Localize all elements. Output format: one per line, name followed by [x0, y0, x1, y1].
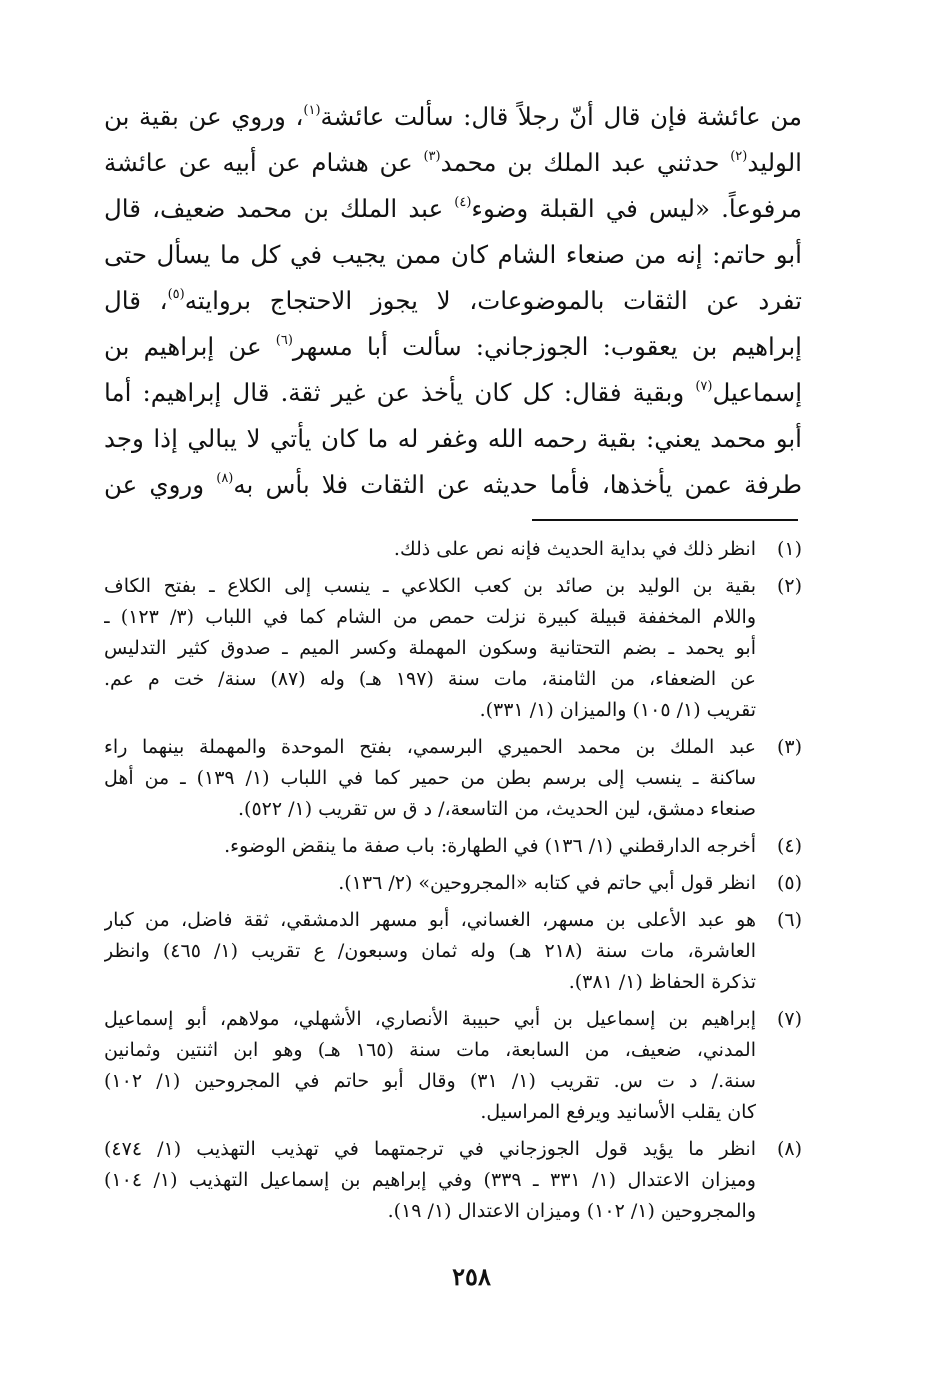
footnote-line: بقية بن الوليد بن صائد بن كعب الكلاعي ـ ينسب إلى الكلاع ـ بفتح الكاف — [104, 575, 756, 597]
text-segment: أبو حاتم: إنه من صنعاء الشام كان ممن يجيب في كل ما يسأل حتى — [104, 240, 802, 269]
text-segment: إبراهيم بن يعقوب: الجوزجاني: سألت أبا مسهر — [292, 332, 802, 361]
footnote-line: وميزان الاعتدال (١/ ٣٣١ ـ ٣٣٩) وفي إبراهيم بن إسماعيل التهذيب (١/ ١٠٤) — [104, 1169, 756, 1191]
text-segment: ، وروي عن بقية بن — [104, 102, 304, 131]
footnote-line: أبو يحمد ـ بضم التحتانية وسكون المهملة وكسر الميم ـ صدوق كثير التدليس — [104, 637, 756, 659]
footnote-number: (٢) — [776, 575, 802, 597]
text-segment: مرفوعاً. «ليس في القبلة وضوء — [471, 194, 802, 223]
footnote-number: (٣) — [776, 736, 802, 758]
footnote-line: أخرجه الدارقطني (١/ ١٣٦) في الطهارة: باب صفة ما ينقض الوضوء. — [224, 835, 756, 857]
footnote-line: العاشرة، مات سنة (٢١٨ هـ) وله ثمان وسبعون/ ع تقريب (١/ ٤٦٥) وانظر — [104, 940, 756, 962]
text-segment: عن إبراهيم بن — [104, 332, 276, 361]
footnote-body — [104, 831, 756, 862]
footnote-reference: (٨) — [216, 470, 234, 486]
footnote-body — [104, 905, 756, 998]
footnote-line: انظر ما يؤيد قول الجوزجاني في ترجمتهما في تهذيب التهذيب (١/ ٤٧٤) — [104, 1138, 756, 1160]
footnote-number: (٧) — [776, 1008, 802, 1030]
footnote-line: إبراهيم بن إسماعيل بن أبي حبيبة الأنصاري، الأشهلي، مولاهم، أبو إسماعيل — [104, 1008, 756, 1030]
footnote — [104, 571, 802, 726]
footnote-body — [104, 534, 756, 565]
footnote-line: هو عبد الأعلى بن مسهر، الغساني، أبو مسهر الدمشقي، ثقة فاضل، من كبار — [104, 909, 756, 931]
footnote-reference: (١) — [303, 102, 321, 118]
footnote-line: تقريب (١/ ١٠٥) والميزان (١/ ٣٣١). — [479, 699, 756, 721]
footnote-number: (١) — [776, 538, 802, 560]
footnote — [104, 868, 802, 899]
footnote-line: المدني، ضعيف، من السابعة، مات سنة (١٦٥ هـ) وهو ابن اثنتين وثمانين — [104, 1039, 756, 1061]
text-segment: طرفة عمن يأخذها، فأما حديثه عن الثقات فلا بأس به — [233, 470, 802, 499]
footnote-line: تذكرة الحفاظ (١/ ٣٨١). — [568, 971, 756, 993]
footnote — [104, 905, 802, 998]
footnote-number: (٥) — [776, 872, 802, 894]
footnote — [104, 1004, 802, 1128]
footnote-reference: (٦) — [275, 332, 293, 348]
text-segment: إسماعيل — [712, 378, 802, 407]
footnote-line: عن الضعفاء، من الثامنة، مات سنة (١٩٧ هـ) وله (٨٧) سنة/ خت م عم. — [104, 668, 756, 690]
footnote-reference: (٤) — [454, 194, 472, 210]
text-segment: أبو محمد يعني: بقية رحمه الله وغفر له ما كان يأتي لا يبالي إذا وجد — [104, 424, 802, 453]
footnote — [104, 732, 802, 825]
main-text-line — [104, 232, 802, 278]
text-segment: الوليد — [747, 148, 802, 177]
footnote-reference: (٥) — [167, 286, 185, 302]
footnote-reference: (٢) — [730, 148, 748, 164]
main-text-line — [104, 370, 802, 416]
footnote-line: عبد الملك بن محمد الحميري البرسمي، بفتح الموحدة والمهملة بينهما راء — [104, 736, 756, 758]
main-text-line — [104, 416, 802, 462]
footnote-number: (٤) — [776, 835, 802, 857]
text-segment: وبقية فقال: كل كان يأخذ عن غير ثقة. قال إبراهيم: أما — [104, 378, 696, 407]
main-text-line — [104, 186, 802, 232]
footnote — [104, 534, 802, 565]
main-text — [104, 94, 802, 508]
main-text-line — [104, 140, 802, 186]
text-segment: ، قال — [104, 286, 168, 315]
footnote-line: انظر ذلك في بداية الحديث فإنه نص على ذلك. — [393, 538, 756, 560]
text-segment: وروي عن — [104, 470, 217, 499]
footnote-number: (٦) — [776, 909, 802, 931]
footnotes — [104, 534, 802, 1233]
text-segment: عبد الملك بن محمد ضعيف، قال — [104, 194, 455, 223]
footnote-body — [104, 571, 756, 726]
footnote-separator — [532, 519, 798, 521]
footnote-body — [104, 1004, 756, 1128]
footnote-body — [104, 868, 756, 899]
footnote-reference: (٣) — [423, 148, 441, 164]
text-segment: عن هشام عن أبيه عن عائشة — [104, 148, 424, 177]
footnote-line: صنعاء دمشق، لين الحديث، من التاسعة،/ د ق س تقريب (١/ ٥٢٢). — [237, 798, 756, 820]
main-text-line — [104, 278, 802, 324]
footnote-body — [104, 1134, 756, 1227]
page-number: ٢٥٨ — [452, 1262, 491, 1291]
footnote-line: والمجروحين (١/ ١٠٢) وميزان الاعتدال (١/ ١٩). — [387, 1200, 756, 1222]
footnote-line: انظر قول أبي حاتم في كتابه «المجروحين» (٢/ ١٣٦). — [338, 872, 756, 894]
main-text-line — [104, 94, 802, 140]
main-text-line — [104, 324, 802, 370]
footnote-number: (٨) — [776, 1138, 802, 1160]
footnote-body — [104, 732, 756, 825]
text-segment: تفرد عن الثقات بالموضوعات، لا يجوز الاحتجاج بروايته — [184, 286, 802, 315]
footnote-line: ساكنة ـ ينسب إلى برسم بطن من حمير كما في اللباب (١/ ١٣٩) ـ من أهل — [104, 767, 756, 789]
footnote-line: كان يقلب الأسانيد ويرفع المراسيل. — [480, 1101, 756, 1123]
footnote-line: واللام المخففة قبيلة كبيرة نزلت حمص من الشام كما في اللباب (٣/ ١٢٣) ـ — [104, 606, 756, 628]
text-segment: من عائشة فإن قال أنّ رجلاً قال: سألت عائشة — [320, 102, 802, 131]
footnote-line: سنة./ د ت س. تقريب (١/ ٣١) وقال أبو حاتم في المجروحين (١/ ١٠٢) — [104, 1070, 756, 1092]
footnote-reference: (٧) — [695, 378, 713, 394]
footnote — [104, 1134, 802, 1227]
main-text-line — [104, 462, 802, 508]
text-segment: حدثني عبد الملك بن محمد — [440, 148, 731, 177]
footnote — [104, 831, 802, 862]
